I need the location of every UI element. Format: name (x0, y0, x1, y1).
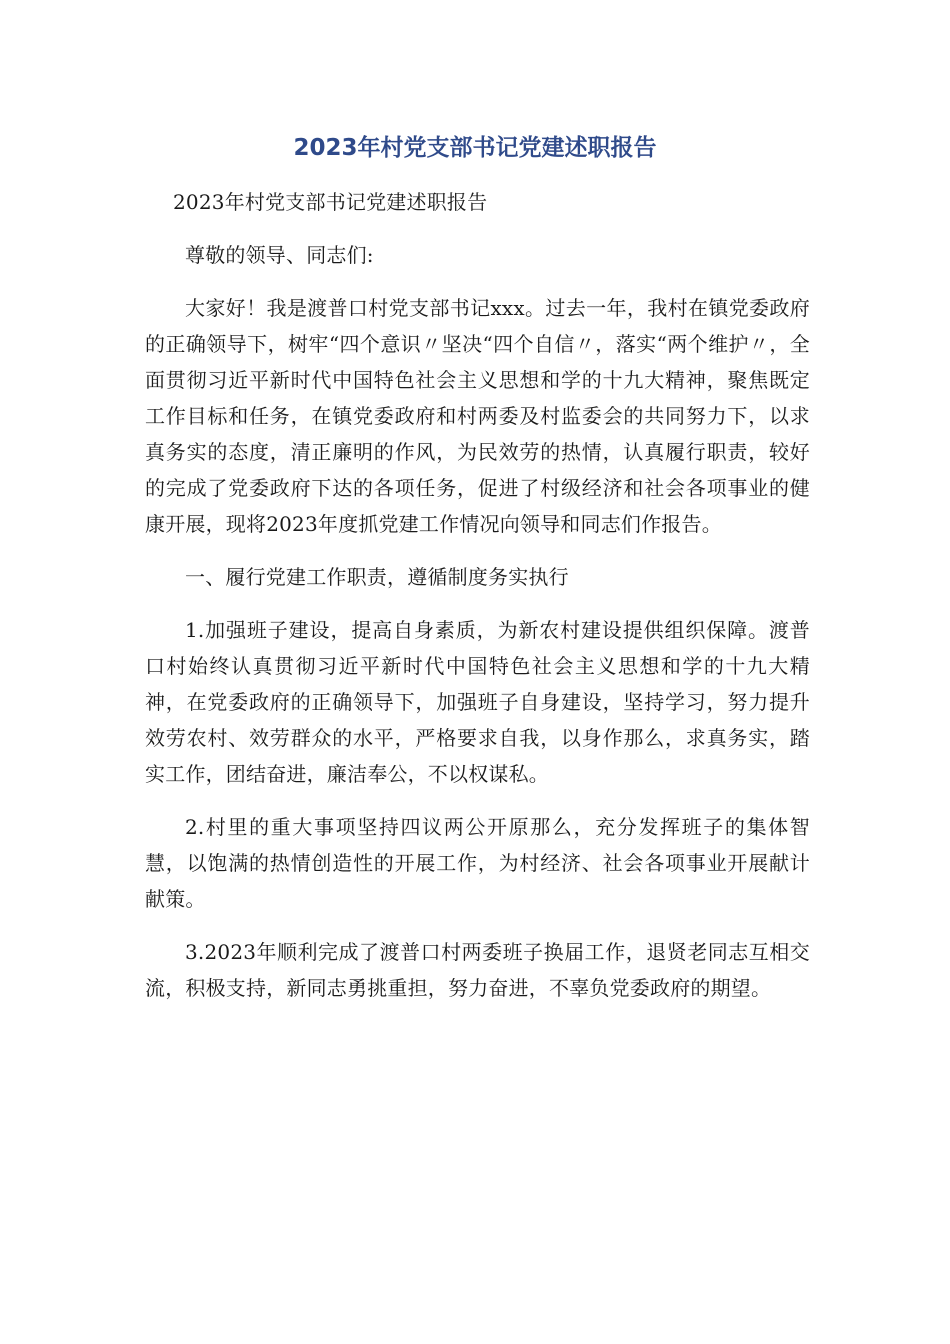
item-1-paragraph: 1.加强班子建设，提高自身素质，为新农村建设提供组织保障。渡普口村始终认真贯彻习近平新时代中国特色社会主义思想和学的十九大精神，在党委政府的正确领导下，加强班子自身建设，坚持学习，努力提升效劳农村、效劳群众的水平，严格要求自我，以身作那么，求真务实，踏实工作，团结奋进，廉洁奉公，不以权谋私。 (145, 618, 810, 786)
item-3-paragraph: 3.2023年顺利完成了渡普口村两委班子换届工作，退贤老同志互相交流，积极支持，新同志勇挑重担，努力奋进，不辜负党委政府的期望。 (145, 940, 810, 1000)
document-title: 2023年村党支部书记党建述职报告 (293, 135, 657, 161)
intro-paragraph: 大家好！我是渡普口村党支部书记xxx。过去一年，我村在镇党委政府的正确领导下，树牢“四个意识〃坚决“四个自信〃，落实“两个维护〃，全面贯彻习近平新时代中国特色社会主义思想和学的十九大精神，聚焦既定工作目标和任务，在镇党委政府和村两委及村监委会的共同努力下，以求真务实的态度，清正廉明的作风，为民效劳的热情，认真履行职责，较好的完成了党委政府下达的各项任务，促进了村级经济和社会各项事业的健康开展，现将2023年度抓党建工作情况向领导和同志们作报告。 (145, 296, 810, 536)
item-2-paragraph: 2.村里的重大事项坚持四议两公开原那么，充分发挥班子的集体智慧，以饱满的热情创造性的开展工作，为村经济、社会各项事业开展献计献策。 (145, 815, 810, 911)
document-subtitle: 2023年村党支部书记党建述职报告 (173, 190, 488, 214)
section-heading: 一、履行党建工作职责，遵循制度务实执行 (185, 565, 569, 589)
document-body (145, 184, 810, 1023)
salutation-paragraph: 尊敬的领导、同志们: (185, 243, 374, 267)
